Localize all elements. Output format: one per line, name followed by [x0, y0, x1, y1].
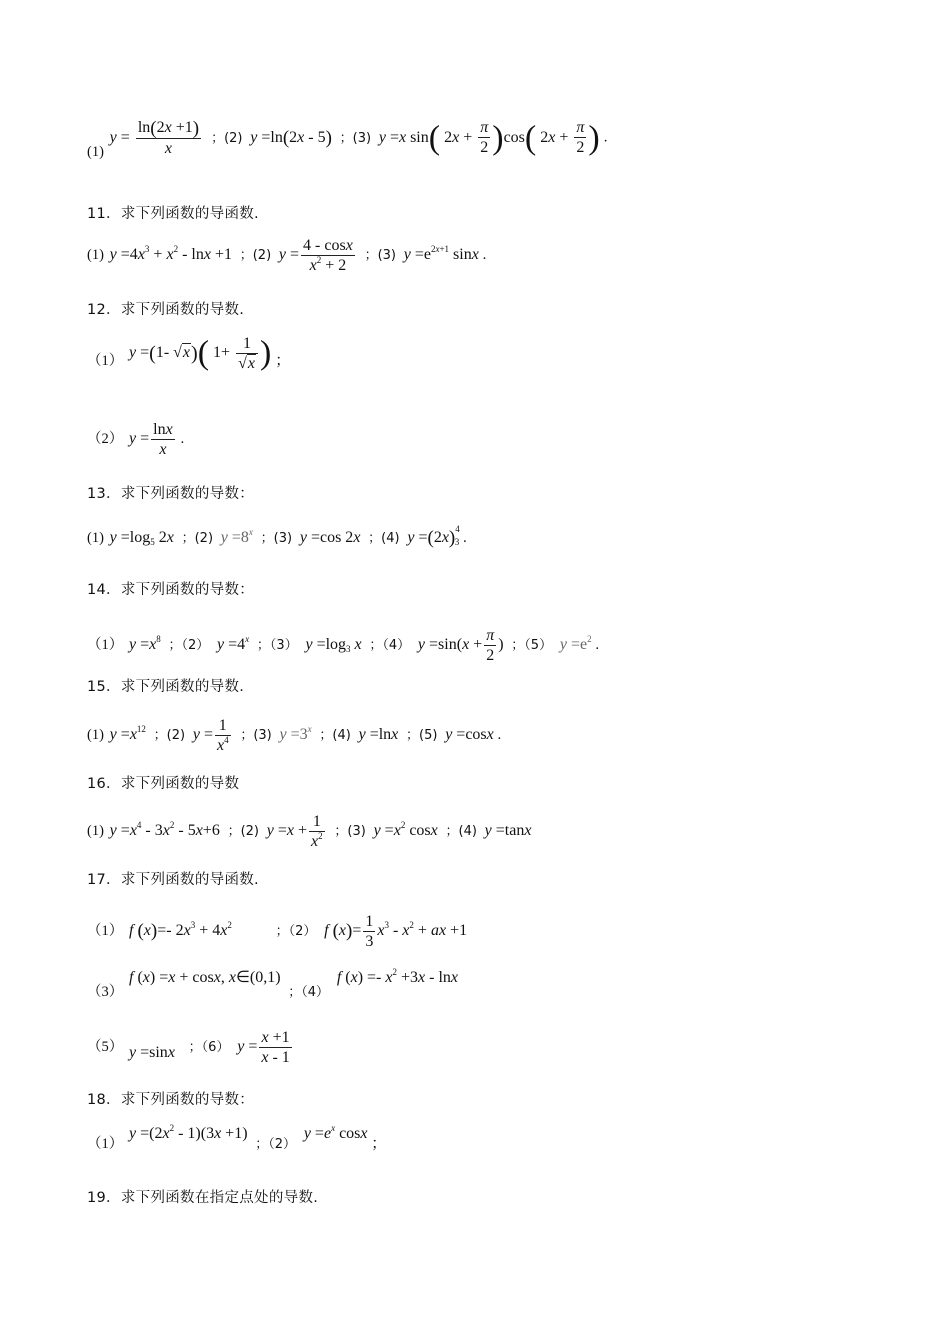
q18-title: 18．求下列函数的导数：: [87, 1092, 255, 1108]
q14-label-3: ；（3）: [256, 638, 298, 654]
q13-label-2: ；(2): [181, 531, 214, 546]
q15-formula-2: y = $\frac{1}{x^4}$: [192, 717, 229, 754]
q13-end: .: [463, 530, 467, 546]
q13-formula-3: y =cos 2x: [299, 529, 361, 546]
q14-label-1: （1）: [87, 637, 124, 654]
q14-formula-3: $y =\log_3$ x: [305, 636, 362, 655]
q17-label-4: ；（4）: [288, 985, 330, 1000]
q17-title: 17．求下列函数的导函数.: [87, 872, 259, 888]
q19-title: 19．求下列函数在指定点处的导数.: [87, 1190, 319, 1206]
q11-end: .: [482, 247, 487, 264]
q16-formula-3: $y =x^2$ cosx: [373, 820, 438, 840]
q14-formula-4: y =sin(x + $\frac{\pi}{2}$ ): [417, 627, 504, 664]
q16-formula-4: y =tanx: [484, 822, 532, 840]
q10-formula-1: y = $\frac{\ln(2x +1)}{x}$: [109, 117, 200, 157]
q11-label-3: ；(3): [364, 248, 396, 264]
q18-line: [87, 1124, 386, 1155]
q17-formula-1: f (x)=- $2x^3 + 4x^2$: [129, 920, 232, 942]
q17-formula-5: y =sinx: [129, 1044, 175, 1062]
q14-label-5: ；（5）: [511, 638, 553, 654]
q17-line-2: [87, 968, 458, 1003]
q14-line: [87, 626, 599, 665]
q11-label-2: ；(2): [239, 248, 272, 264]
q15-line: [87, 716, 501, 755]
q18-formula-2: $y =e^x$ cosx: [303, 1123, 368, 1142]
q12-label-1: （1）: [87, 353, 124, 370]
q11-line: [87, 236, 486, 275]
q17-label-3: （3）: [87, 984, 124, 1000]
q11-formula-2: y = $\frac{4 - \cos x}{x^2 + 2}$: [278, 237, 353, 274]
q13-label-1: (1): [87, 530, 104, 546]
q15-label-2: ；(2): [153, 728, 186, 744]
q17-formula-3: f (x) =x + cosx, x∈(0,1): [129, 969, 281, 986]
q11-title: 11．求下列函数的导函数.: [87, 206, 259, 222]
q17-line-1: [87, 912, 467, 951]
q13-formula-1: $y =\log_5$ 2x: [109, 529, 174, 547]
q17-label-2: ；（2）: [275, 924, 317, 940]
q12-formula-1: y =(1- √x)( 1+ $\frac{1}{√x}$ ): [129, 334, 272, 372]
q10-end: .: [603, 129, 608, 146]
q11-formula-1: $y =4x^3 + x^2 - \ln x +1$: [109, 244, 232, 264]
q16-label-4: ；(4): [445, 824, 477, 840]
q17-label-1: （1）: [87, 923, 124, 940]
q12-formula-2: y = $\frac{\ln x}{x}$: [129, 421, 173, 458]
q16-label-3: ；(3): [334, 824, 366, 840]
q12-label-2: （2）: [87, 431, 124, 448]
q18-label-2: ；（2）: [255, 1137, 297, 1152]
q16-formula-2: y =x + $\frac{1}{x^2}$: [266, 813, 323, 850]
q12-semi: ；: [275, 353, 291, 370]
q16-line: [87, 812, 531, 851]
q18-formula-1: $y =(2x^2 - 1)(3x +1)$: [129, 1123, 248, 1142]
q17-label-5: （5）: [87, 1039, 124, 1056]
q12-title: 12．求下列函数的导数.: [87, 302, 245, 318]
q14-formula-1: $y =x^8$: [129, 634, 161, 654]
q14-label-4: ；（4）: [369, 638, 411, 654]
q16-label-2: ；(2): [227, 824, 259, 840]
q12-end: .: [180, 431, 185, 448]
q13-title: 13．求下列函数的导数：: [87, 486, 255, 502]
q11-formula-3: $y =e^{2x+1}$ sinx: [403, 244, 479, 264]
q15-formula-4: y =lnx: [358, 726, 399, 744]
q14-end: .: [595, 637, 600, 654]
q15-end: .: [497, 727, 502, 744]
q10-formula-2: y =ln(2x - 5): [250, 126, 332, 148]
q16-label-1: (1): [87, 823, 104, 840]
q15-formula-3: $y =3^x$: [279, 724, 312, 744]
q12-line-2: [87, 420, 184, 459]
q11-label-1: (1): [87, 247, 104, 264]
q10-line: [87, 118, 607, 162]
q15-label-1: (1): [87, 727, 104, 744]
q10-formula-3: y =x sin( 2x + $\frac{\pi}{2}$ )cos( 2x + $\frac{\pi}{2}$ ): [378, 118, 600, 157]
q13-line: [87, 524, 467, 549]
q13-label-3: ；(3): [260, 531, 293, 546]
q17-formula-6: y = $\frac{x +1}{x - 1}$: [237, 1029, 290, 1066]
q15-label-5: ；(5): [406, 728, 438, 744]
q14-label-2: ；（2）: [168, 638, 210, 654]
q17-line-3: [87, 1028, 294, 1067]
q14-formula-5: $y =e^2$: [559, 634, 592, 654]
q15-label-4: ；(4): [319, 728, 351, 744]
q18-semi: ；: [371, 1136, 387, 1152]
q15-formula-1: $y =x^{12}$: [109, 724, 146, 744]
q15-title: 15．求下列函数的导数.: [87, 679, 245, 695]
q13-label-4: ；(4): [368, 531, 400, 546]
q10-label-2: ；(2): [211, 130, 243, 146]
q13-formula-2: $y =8^x$: [220, 527, 253, 546]
q17-formula-2: f (x)= $\frac{1}{3}$ $x^3 - x^2$ + ax +1: [324, 913, 468, 950]
q17-formula-4: f $(x) =- x^2 +3x - \ln x$: [336, 967, 459, 986]
q14-title: 14．求下列函数的导数：: [87, 582, 255, 598]
q13-formula-4: $y =(2x)^4_3$: [407, 524, 460, 549]
q10-label-3: ；(3): [339, 130, 372, 146]
q12-line-1: [87, 334, 290, 373]
q16-formula-1: $y =x^4 - 3x^2 - 5x+6$: [109, 820, 220, 840]
q15-label-3: ；(3): [240, 728, 272, 744]
q10-label-1: (1): [87, 143, 104, 160]
q18-label-1: （1）: [87, 1136, 124, 1152]
q16-title: 16．求下列函数的导数: [87, 776, 240, 792]
q15-formula-5: y =cosx: [445, 726, 494, 744]
q14-formula-2: $y =4^x$: [217, 634, 250, 654]
q17-label-6: ；（6）: [188, 1040, 230, 1056]
